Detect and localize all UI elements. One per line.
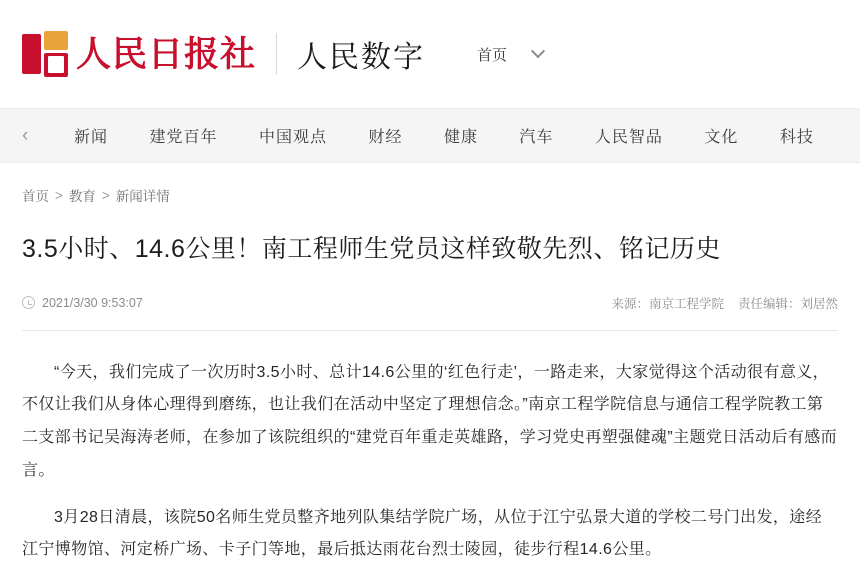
logo-divider [276,33,277,75]
breadcrumb-separator: > [55,187,63,203]
logo-text: 人民日报社 [76,34,257,74]
home-dropdown[interactable] [477,44,543,65]
nav-item-list [44,124,838,147]
main-navigation [0,108,860,163]
article-source: 来源：南京工程学院 [611,296,724,311]
article-timestamp-group [22,296,143,310]
page-title: 3.5小时、14.6公里！南工程师生党员这样致敬先烈、铭记历史 [22,235,721,263]
peoples-daily-logo-icon [22,31,68,77]
article-source-group [611,294,838,312]
nav-item-news[interactable]: 新闻 [74,129,109,146]
nav-item-china-viewpoint[interactable]: 中国观点 [258,129,327,146]
nav-item-party-centenary[interactable]: 建党百年 [149,129,218,146]
article-body [22,357,838,568]
brand-subtitle: 人民数字 [297,41,426,74]
nav-item-culture[interactable]: 文化 [704,129,739,146]
breadcrumb-item-home[interactable]: 首页 [22,189,49,204]
article-container [0,233,860,567]
meta-divider [22,330,838,331]
article-paragraph: 3月28日清晨，该院50名师生党员整齐地列队集结学院广场，从位于江宁弘景大道的学校二号门出发，途经江宁博物馆、河定桥广场、卡子门等地，最后抵达雨花台烈士陵园，徒步行程14.6公里。 [22,508,823,559]
breadcrumb-separator: > [101,187,110,203]
nav-item-auto[interactable]: 汽车 [519,129,554,146]
site-logo[interactable] [22,31,256,77]
nav-item-technology[interactable]: 科技 [779,129,814,146]
article-timestamp: 2021/3/30 9:53:07 [42,295,143,310]
chevron-down-icon [531,44,545,58]
clock-icon [22,296,35,309]
breadcrumb [0,163,860,205]
article-paragraph: “今天，我们完成了一次历时3.5小时、总计14.6公里的‘红色行走’，一路走来，大家觉得这个活动很有意义，不仅让我们从身体心理得到磨练，也让我们在活动中坚定了理想信念。”南京工程学院信息与通信工程学院教工第二支部书记吴海涛老师，在参加了该院组织的“建党百年重走英雄路，学习党史再塑强健魂”主题党日活动后有感而言。 [22,363,838,479]
chevron-left-icon[interactable]: ‹ [22,125,29,146]
nav-item-smart-goods[interactable]: 人民智品 [594,129,663,146]
breadcrumb-item-news-detail: 新闻详情 [115,189,170,204]
nav-item-finance[interactable]: 财经 [368,129,403,146]
breadcrumb-item-education[interactable]: 教育 [68,189,96,204]
home-dropdown-label: 首页 [477,46,508,64]
nav-item-health[interactable]: 健康 [443,129,478,146]
article-meta [22,294,838,312]
article-editor: 责任编辑：刘居然 [737,296,838,311]
site-header [0,0,860,108]
